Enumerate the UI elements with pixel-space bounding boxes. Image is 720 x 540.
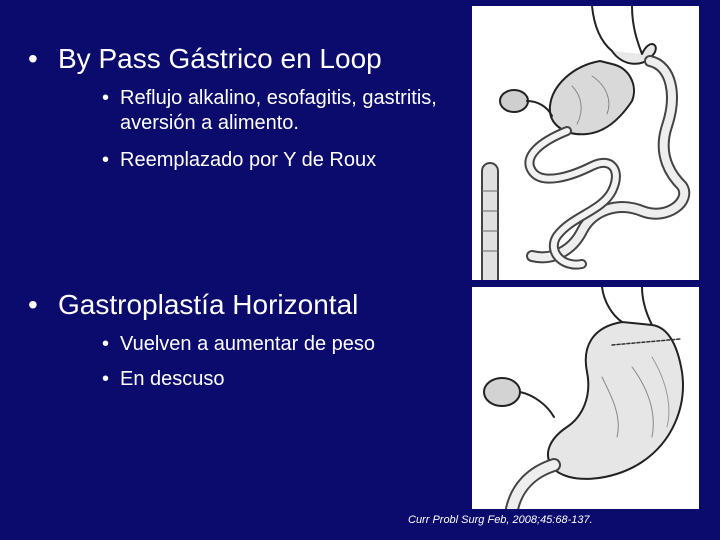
gastroplasty-drawing	[472, 287, 699, 509]
bullet-dot: •	[102, 368, 110, 390]
section1-item-text: Reemplazado por Y de Roux	[120, 149, 377, 171]
bullet-dot: •	[28, 289, 38, 320]
loop-bypass-drawing	[472, 6, 699, 280]
section2-item-1	[102, 332, 462, 357]
section1-item-text: Reflujo alkalino, esofagitis, gastritis, aversión a alimento.	[120, 87, 437, 134]
bullet-dot: •	[102, 87, 110, 109]
section2-item-text: En descuso	[120, 368, 225, 390]
citation: Curr Probl Surg Feb, 2008;45:68-137.	[408, 514, 593, 526]
section2-item-text: Vuelven a aumentar de peso	[120, 333, 375, 355]
gastroplasty-illustration	[472, 287, 699, 509]
section1-heading	[28, 42, 382, 76]
bullet-dot: •	[28, 43, 38, 74]
section1-title: By Pass Gástrico en Loop	[58, 43, 382, 74]
bullet-dot: •	[102, 333, 110, 355]
bullet-dot: •	[102, 149, 110, 171]
loop-bypass-illustration	[472, 6, 699, 280]
section1-item-2	[102, 148, 462, 173]
section1-item-1	[102, 86, 462, 136]
section2-title: Gastroplastía Horizontal	[58, 289, 359, 320]
section2-heading	[28, 288, 358, 322]
section2-item-2	[102, 367, 462, 392]
